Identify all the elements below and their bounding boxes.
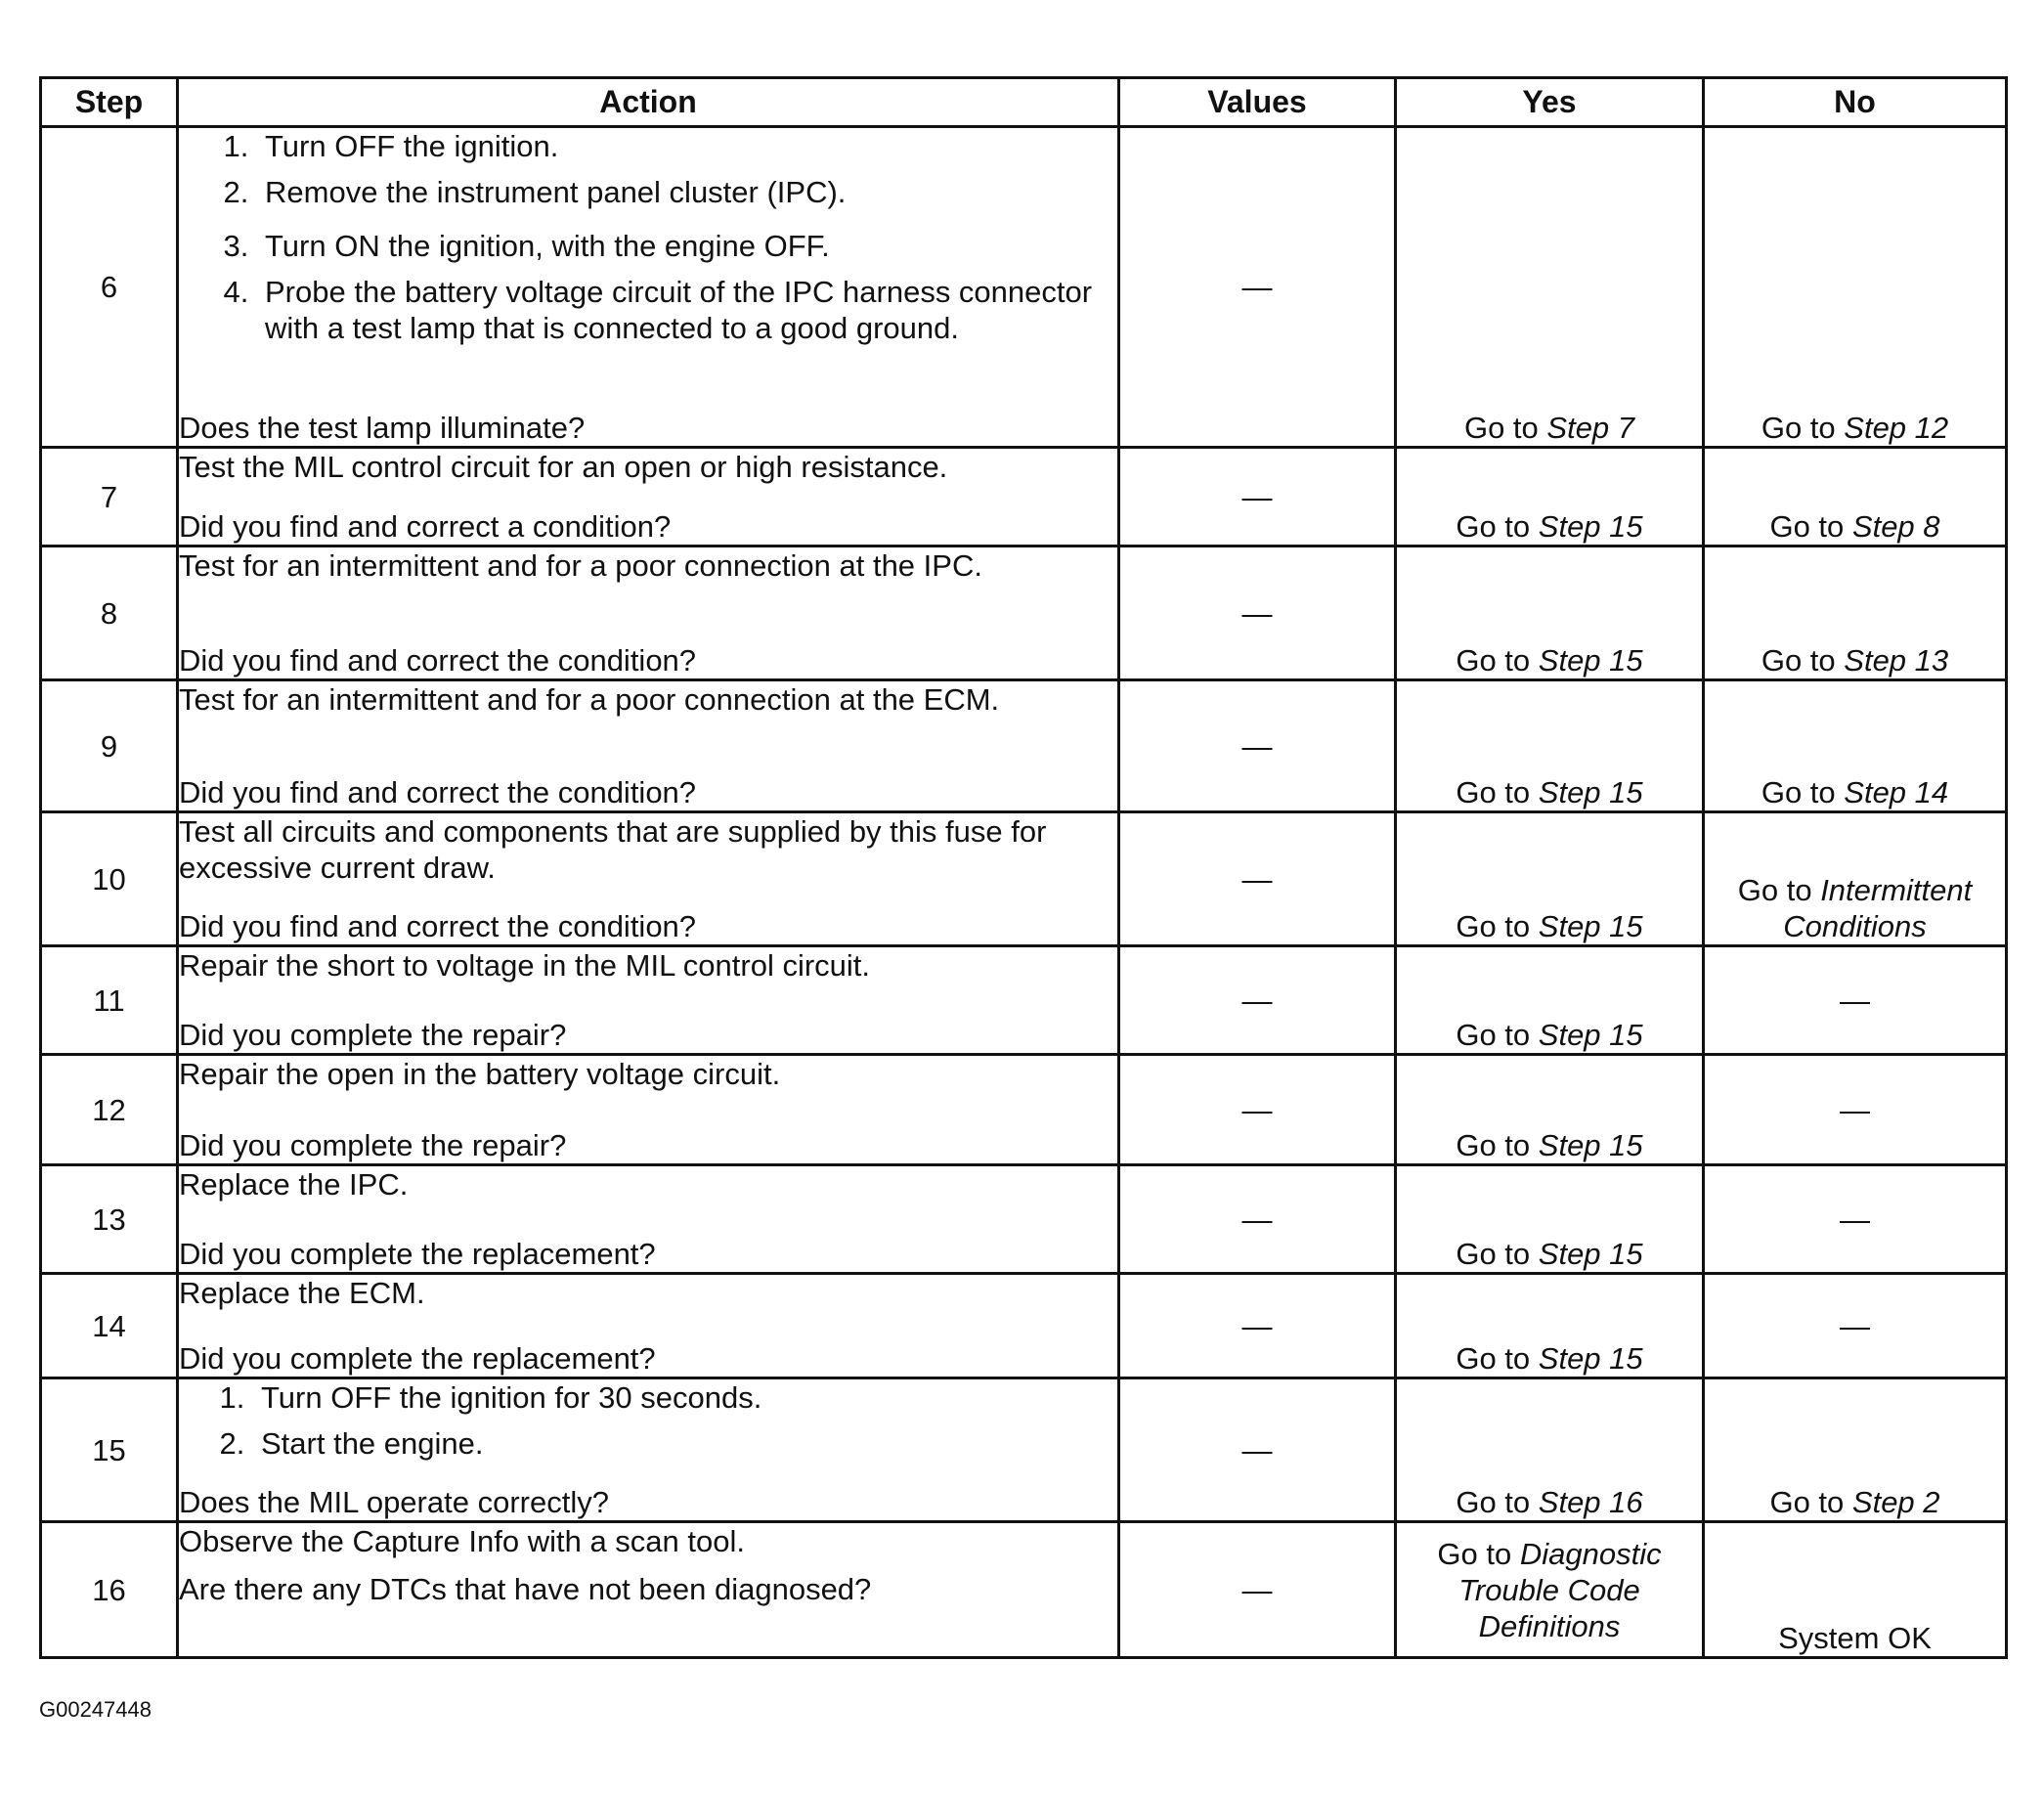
yes-prefix: Go to [1456,1237,1531,1271]
action-question: Did you complete the replacement? [179,1237,656,1271]
table-row [41,1274,2007,1378]
action-text: Test for an intermittent and for a poor connection at the ECM. [179,682,1000,717]
yes-prefix: Go to [1456,643,1531,678]
no-cell [1704,1378,2007,1522]
no-prefix: Go to [1769,1485,1845,1519]
step-number: 9 [41,680,178,812]
action-question: Did you find and correct the condition? [179,909,697,943]
action-cell [178,812,1119,946]
list-item: 2. Remove the instrument panel cluster (IPC). [257,174,1117,210]
action-list [179,128,1117,356]
figure-code: G00247448 [39,1697,152,1722]
action-text: Test for an intermittent and for a poor connection at the IPC. [179,548,982,583]
no-step-link[interactable]: Step 2 [1851,1485,1940,1519]
action-cell [178,1274,1119,1378]
table-row [41,1055,2007,1165]
no-step-link[interactable]: Step 13 [1844,643,1949,678]
table-row [41,547,2007,680]
yes-cell [1396,1378,1704,1522]
yes-cell [1396,1274,1704,1378]
step-number: 13 [41,1165,178,1274]
values-cell: — [1119,680,1396,812]
yes-cell [1396,1165,1704,1274]
action-cell [178,127,1119,448]
action-text: Observe the Capture Info with a scan tool. [179,1524,745,1558]
action-cell [178,448,1119,547]
values-cell: — [1119,1165,1396,1274]
action-cell [178,680,1119,812]
step-number: 16 [41,1522,178,1658]
yes-prefix: Go to [1456,909,1531,943]
yes-prefix: Go to [1456,775,1531,809]
yes-prefix: Go to [1456,1018,1531,1052]
yes-cell [1396,1055,1704,1165]
action-text: Repair the short to voltage in the MIL control circuit. [179,948,871,983]
no-cell [1704,680,2007,812]
action-question: Did you find and correct the condition? [179,775,697,809]
values-cell: — [1119,812,1396,946]
yes-step-link[interactable]: Step 15 [1538,909,1643,943]
yes-step-link[interactable]: Step 15 [1538,775,1643,809]
action-text: Test the MIL control circuit for an open or high resistance. [179,450,948,484]
header-values: Values [1119,78,1396,127]
action-question: Did you find and correct a condition? [179,509,672,544]
action-question: Did you complete the replacement? [179,1341,656,1376]
list-item: 1. Turn OFF the ignition for 30 seconds. [253,1379,1117,1416]
table-row [41,1522,2007,1658]
no-cell: — [1704,1165,2007,1274]
step-number: 7 [41,448,178,547]
action-question: Did you complete the repair? [179,1018,567,1052]
yes-step-link[interactable]: Step 15 [1538,1237,1643,1271]
no-cell: System OK [1704,1522,2007,1658]
yes-prefix: Go to [1456,1485,1531,1519]
action-question: Did you find and correct the condition? [179,643,697,678]
step-number: 12 [41,1055,178,1165]
table-row [41,946,2007,1055]
step-number: 14 [41,1274,178,1378]
yes-step-link[interactable]: Step 15 [1538,509,1643,544]
yes-step-link[interactable]: Step 15 [1538,1018,1643,1052]
no-cell: — [1704,1274,2007,1378]
table-row [41,1165,2007,1274]
step-number: 6 [41,127,178,448]
diagnostic-steps-table [39,76,2008,1659]
values-cell: — [1119,448,1396,547]
yes-cell [1396,127,1704,448]
no-prefix: Go to [1761,643,1836,678]
header-yes: Yes [1396,78,1704,127]
table-row [41,680,2007,812]
yes-cell [1396,680,1704,812]
yes-cell [1396,1522,1704,1658]
header-no: No [1704,78,2007,127]
action-cell [178,1378,1119,1522]
action-text: Test all circuits and components that are supplied by this fuse for excessive current draw. [179,814,1047,885]
step-number: 11 [41,946,178,1055]
values-cell: — [1119,1274,1396,1378]
table-row [41,448,2007,547]
table-row [41,812,2007,946]
action-cell [178,946,1119,1055]
yes-step-link[interactable]: Step 15 [1538,1128,1643,1162]
no-step-link[interactable]: Step 14 [1844,775,1949,809]
yes-cell [1396,448,1704,547]
action-text: Repair the open in the battery voltage circuit. [179,1057,781,1091]
header-step: Step [41,78,178,127]
yes-dtc-definitions-link[interactable]: Diagnostic Trouble Code Definitions [1458,1536,1662,1643]
yes-prefix: Go to [1456,509,1531,544]
list-item: 3. Turn ON the ignition, with the engine OFF. [257,228,1117,264]
step-number: 15 [41,1378,178,1522]
no-cell: — [1704,946,2007,1055]
action-cell [178,1165,1119,1274]
step-number: 8 [41,547,178,680]
no-intermittent-conditions-link[interactable]: Intermittent Conditions [1783,873,1973,943]
table-header-row [41,78,2007,127]
no-cell [1704,448,2007,547]
action-question: Does the test lamp illuminate? [179,411,586,445]
values-cell: — [1119,127,1396,448]
yes-prefix: Go to [1456,1128,1531,1162]
action-question: Are there any DTCs that have not been diagnosed? [179,1572,872,1606]
action-question: Does the MIL operate correctly? [179,1485,609,1519]
action-question: Did you complete the repair? [179,1128,567,1162]
yes-cell [1396,547,1704,680]
list-item: 1. Turn OFF the ignition. [257,128,1117,164]
action-text: Replace the ECM. [179,1276,425,1310]
no-prefix: Go to [1737,873,1812,907]
yes-prefix: Go to [1437,1536,1512,1571]
step-number: 10 [41,812,178,946]
yes-step-link[interactable]: Step 16 [1538,1485,1643,1519]
yes-step-link[interactable]: Step 15 [1538,643,1643,678]
list-item: 4. Probe the battery voltage circuit of the IPC harness connector with a test lamp that is connected to a good ground. [257,274,1117,346]
yes-step-link[interactable]: Step 7 [1546,411,1635,445]
no-cell [1704,127,2007,448]
values-cell: — [1119,1055,1396,1165]
yes-cell [1396,946,1704,1055]
no-step-link[interactable]: Step 8 [1851,509,1940,544]
values-cell: — [1119,946,1396,1055]
header-action: Action [178,78,1119,127]
yes-cell [1396,812,1704,946]
list-item: 2. Start the engine. [253,1425,1117,1462]
action-cell [178,547,1119,680]
table-row [41,127,2007,448]
table-row [41,1378,2007,1522]
yes-step-link[interactable]: Step 15 [1538,1341,1643,1376]
values-cell: — [1119,1522,1396,1658]
no-prefix: Go to [1761,775,1836,809]
no-cell: — [1704,1055,2007,1165]
no-cell [1704,547,2007,680]
action-text: Replace the IPC. [179,1167,409,1202]
action-cell [178,1055,1119,1165]
no-cell [1704,812,2007,946]
yes-prefix: Go to [1463,411,1539,445]
values-cell: — [1119,1378,1396,1522]
no-prefix: Go to [1769,509,1845,544]
yes-prefix: Go to [1456,1341,1531,1376]
no-step-link[interactable]: Step 12 [1844,411,1949,445]
action-list [179,1379,1117,1462]
action-cell [178,1522,1119,1658]
values-cell: — [1119,547,1396,680]
no-prefix: Go to [1761,411,1836,445]
